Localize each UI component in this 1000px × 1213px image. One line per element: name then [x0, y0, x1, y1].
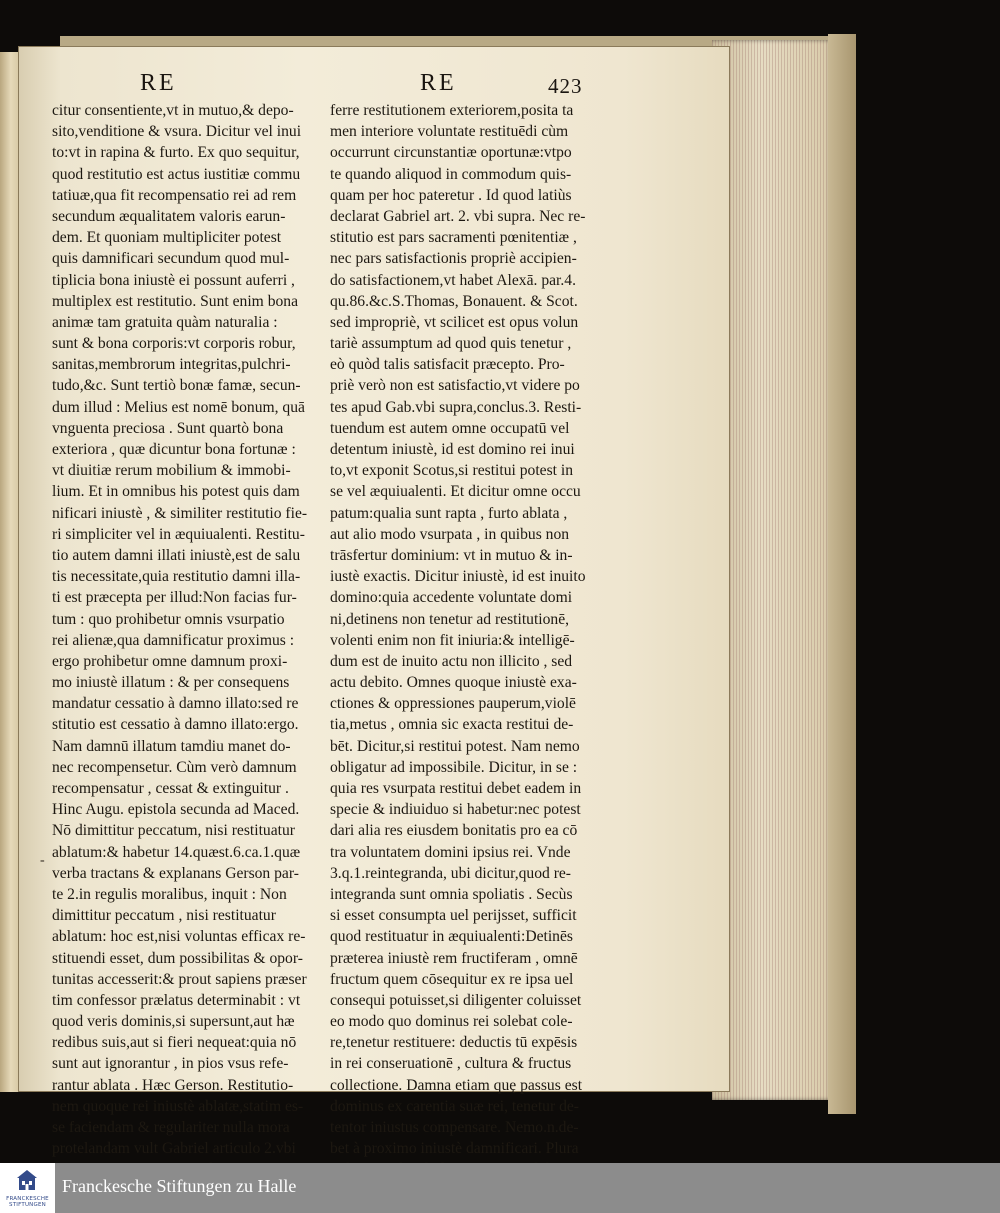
text-line: re,tenetur restituere: deductis tū expēsis: [330, 1034, 578, 1052]
text-line: sanitas,membrorum integritas,pulchri-: [52, 356, 291, 374]
running-head-right: RE: [420, 70, 457, 96]
text-line: qu.86.&c.S.Thomas, Bonauent. & Scot.: [330, 292, 578, 310]
margin-mark: -: [40, 853, 45, 868]
text-line: collectione. Damna etiam quę passus est: [330, 1076, 583, 1094]
text-line: detentum iniustè, id est domino rei inui: [330, 441, 575, 458]
text-line: quod veris dominis,si supersunt,aut hæ: [52, 1013, 295, 1031]
text-line: quod restitutio est actus iustitiæ commu: [52, 165, 301, 183]
text-line: tiplicia bona iniustè ei possunt auferri ,: [52, 271, 295, 289]
text-line: in rei conseruationē , cultura & fructus: [330, 1055, 572, 1073]
text-line: quod restituatur in æquiualenti:Detinēs: [330, 928, 573, 946]
text-line: verba tractans & explanans Gerson par-: [52, 864, 299, 882]
page-fore-edge: [712, 40, 832, 1100]
logo-text-line1: FRANCKESCHE: [6, 1196, 49, 1202]
institution-name: Franckesche Stiftungen zu Halle: [62, 1176, 297, 1196]
text-line: Nō dimittitur peccatum, nisi restituatur: [52, 822, 295, 840]
text-line: secundum æqualitatem valoris earun-: [52, 207, 286, 225]
text-line: si esset consumpta uel perijsset, sufficit: [330, 907, 577, 925]
text-line: te quando aliquod in commodum quis-: [330, 165, 572, 183]
text-line: redibus suis,aut si fieri nequeat:quia nō: [52, 1034, 297, 1052]
text-line: vnguenta preciosa . Sunt quartò bona: [52, 419, 284, 437]
text-line: stitutio est pars sacramenti pœnitentiæ ,: [330, 229, 577, 247]
text-line: rantur ablata . Hæc Gerson. Restitutio-: [52, 1076, 294, 1094]
text-line: eo modo quo dominus rei solebat cole-: [330, 1013, 573, 1031]
text-line: trāsfertur dominium: vt in mutuo & in-: [330, 546, 573, 564]
text-line: nec pars satisfactionis propriè accipien-: [330, 250, 577, 268]
text-line: exteriora , quæ dicuntur bona fortunæ :: [52, 441, 296, 458]
text-line: bet à proximo iniustè damnificari. Plura: [330, 1140, 579, 1158]
text-line: quam per hoc pateretur . Id quod latiùs: [330, 186, 572, 204]
text-line: tes apud Gab.vbi supra,conclus.3. Resti-: [330, 398, 582, 416]
text-line: tim confessor prælatus determinabit : vt: [52, 991, 301, 1009]
text-line: stituendi esset, dum possibilitas & opor-: [52, 949, 303, 967]
text-line: do satisfactionem,vt habet Alexā. par.4.: [330, 271, 576, 289]
institution-logo: [0, 1163, 55, 1213]
text-line: tariè assumptum ad quod quis tenetur ,: [330, 335, 572, 353]
text-line: tatiuæ,qua fit recompensatio rei ad rem: [52, 186, 297, 204]
text-line: tuendum est autem omne occupatū vel: [330, 419, 570, 437]
text-line: integranda sunt omnia spoliatis . Secùs: [330, 885, 573, 903]
text-line: eò quòd talis satisfacit præcepto. Pro-: [330, 356, 565, 374]
text-line: ri simpliciter vel in æquiualenti. Restitu-: [52, 525, 305, 543]
text-line: volenti enim non fit iniuria:& intelligē-: [330, 631, 575, 649]
book-cover-edge: [828, 34, 856, 1114]
text-line: sed impropriè, vt scilicet est opus volun: [330, 313, 579, 331]
text-line: tra voluntatem domini ipsius rei. Vnde: [330, 843, 571, 861]
text-line: se faciendam & regulariter nulla mora: [52, 1119, 290, 1136]
text-line: multiplex est restitutio. Sunt enim bona: [52, 292, 299, 310]
text-line: se vel æquiualenti. Et dicitur omne occu: [330, 483, 581, 501]
text-line: iustè exactis. Dicitur iniustè, id est inuito: [330, 568, 586, 586]
text-line: tentor iniustus compensare. Nemo.n.de-: [330, 1119, 579, 1136]
text-line: nificari iniustè , & similiter restitutio fie-: [52, 504, 308, 522]
logo-text: [2, 1196, 53, 1208]
text-line: lium. Et in omnibus his potest quis dam: [52, 483, 300, 501]
text-line: bēt. Dicitur,si restitui potest. Nam nemo: [330, 737, 580, 755]
text-line: ni,detinens non tenetur ad restitutionē,: [330, 610, 570, 628]
text-line: declarat Gabriel art. 2. vbi supra. Nec re-: [330, 207, 586, 225]
text-line: ti est præcepta per illud:Non facias fur-: [52, 589, 297, 607]
footer-bar: [0, 1163, 1000, 1213]
text-line: dum est de inuito actu non illicito , sed: [330, 652, 573, 670]
text-line: te 2.in regulis moralibus, inquit : Non: [52, 885, 287, 903]
text-line: aut alio modo vsurpata , in quibus non: [330, 525, 570, 543]
text-line: tudo,&c. Sunt tertiò bonæ famæ, secun-: [52, 377, 301, 395]
page-number: 423: [548, 74, 583, 98]
text-column-right: [330, 100, 591, 1163]
text-line: animæ tam gratuita quàm naturalia :: [52, 313, 278, 331]
running-head-left: RE: [140, 70, 177, 96]
text-line: sunt & bona corporis:vt corporis robur,: [52, 335, 296, 353]
text-line: tum : quo prohibetur omnis vsurpatio: [52, 610, 285, 628]
text-line: rei alienæ,qua damnificatur proximus :: [52, 631, 295, 649]
text-line: specie & indiuiduo si habetur:nec potest: [330, 801, 581, 819]
text-line: domino:quia accedente voluntate domi: [330, 589, 573, 607]
text-column-left: [52, 100, 307, 1163]
text-line: tunitas accesserit:& prout sapiens præser: [52, 970, 307, 988]
text-line: stitutio est cessatio à damno illato:ergo.: [52, 716, 299, 734]
text-line: protelandam vult Gabriel articulo 2.vbi: [52, 1140, 296, 1158]
text-line: mandatur cessatio à damno illato:sed re: [52, 695, 299, 713]
text-line: fructum quem cōsequitur ex re ipsa uel: [330, 970, 574, 988]
text-line: mo iniustè illatum : & per consequens: [52, 674, 290, 692]
text-line: citur consentiente,vt in mutuo,& depo-: [52, 102, 294, 119]
text-line: ferre restitutionem exteriorem,posita ta: [330, 102, 574, 119]
text-line: nec recompensetur. Cùm verò damnum: [52, 758, 297, 776]
text-line: to:vt in rapina & furto. Ex quo sequitur,: [52, 144, 300, 162]
logo-text-line2: STIFTUNGEN: [9, 1202, 46, 1208]
text-line: to,vt exponit Scotus,si restitui potest in: [330, 462, 573, 480]
text-line: 3.q.1.reintegranda, ubi dicitur,quod re-: [330, 864, 572, 882]
left-page-edge: [0, 52, 18, 1092]
text-line: dari alia res eiusdem bonitatis pro ea cō: [330, 822, 578, 840]
text-line: patum:qualia sunt rapta , furto ablata ,: [330, 504, 568, 522]
text-line: Nam damnū illatum tamdiu manet do-: [52, 737, 291, 755]
text-line: tis necessitate,quia restitutio damni illa-: [52, 568, 301, 586]
text-line: obligatur ad impossibile. Dicitur, in se :: [330, 758, 578, 776]
text-line: tia,metus , omnia sic exacta restitui de-: [330, 716, 574, 734]
text-line: dimittitur peccatum , nisi restituatur: [52, 907, 276, 925]
text-line: consequi potuisset,si diligenter coluisset: [330, 991, 582, 1009]
text-line: ergo prohibetur omne damnum proxi-: [52, 652, 288, 670]
text-line: sunt aut ignorantur , in pios vsus refe-: [52, 1055, 289, 1073]
building-icon: [15, 1169, 39, 1191]
text-line: dem. Et quoniam multipliciter potest: [52, 229, 282, 247]
text-line: men interiore voluntate restituēdi cùm: [330, 123, 569, 141]
text-line: dominus ex carentia suæ rei, tenetur de-: [330, 1097, 579, 1115]
text-line: dum illud : Melius est nomē bonum, quā: [52, 398, 305, 416]
text-line: tio autem damni illati iniustè,est de salu: [52, 546, 301, 564]
text-line: ctiones & oppressiones pauperum,violē: [330, 695, 576, 713]
text-line: priè verò non est satisfactio,vt videre po: [330, 377, 580, 395]
text-line: actu debito. Omnes quoque iniustè exa-: [330, 674, 577, 692]
text-line: ablatum:& habetur 14.quæst.6.ca.1.quæ: [52, 843, 301, 861]
text-line: vt diuitiæ rerum mobilium & immobi-: [52, 462, 291, 480]
text-line: ablatum: hoc est,nisi voluntas efficax re-: [52, 928, 306, 946]
text-line: nem quoque rei iniustè ablatæ,statim es-: [52, 1097, 304, 1115]
text-line: sito,venditione & vsura. Dicitur vel inui: [52, 123, 302, 141]
text-line: quis damnificari secundum quod mul-: [52, 250, 290, 268]
text-line: præterea iniustè rem fructiferam , omnē: [330, 949, 578, 967]
text-line: Hinc Augu. epistola secunda ad Maced.: [52, 801, 300, 819]
text-line: quia res vsurpata restitui debet eadem in: [330, 780, 582, 797]
text-line: recompensatur , cessat & extinguitur .: [52, 780, 289, 797]
text-line: occurrunt circunstantiæ oportunæ:vtpo: [330, 144, 572, 162]
